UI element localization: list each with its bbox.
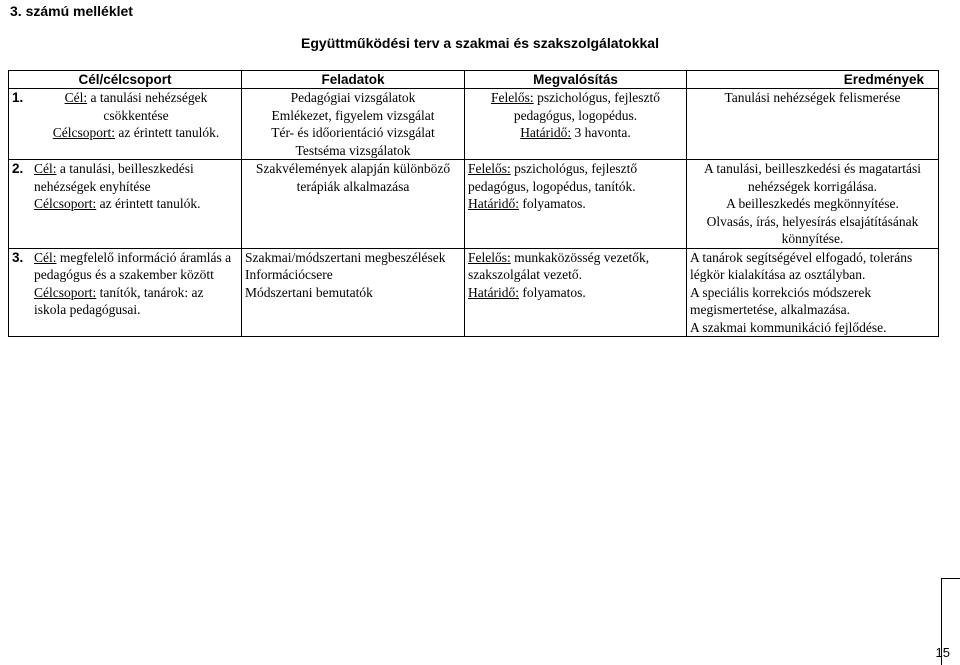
responsible-label: Felelős: (468, 249, 511, 265)
deadline-label: Határidő: (468, 284, 519, 300)
implementation-cell (465, 248, 687, 337)
tasks-cell (242, 248, 465, 337)
result-item: A tanárok segítségével elfogadó, toleráns légkör kialakítása az osztályban. (690, 249, 913, 282)
table-row (9, 160, 939, 249)
implementation-cell (465, 89, 687, 160)
responsible-text: pszichológus, fejlesztő pedagógus, logopédus, tanítók. (468, 161, 638, 194)
responsible-label: Felelős: (468, 161, 511, 176)
document-title: Együttműködési terv a szakmai és szakszolgálatokkal (301, 35, 659, 51)
table-row (9, 89, 939, 160)
result-item: A szakmai kommunikáció fejlődése. (690, 319, 887, 335)
tasks-cell (242, 89, 465, 160)
header-goal: Cél/célcsoport (9, 71, 242, 89)
result-item: Olvasás, írás, helyesírás elsajátításának könnyítése. (706, 213, 919, 246)
target-group-label: Célcsoport: (34, 284, 97, 300)
target-group-text: az érintett tanulók. (96, 196, 201, 211)
result-item: A speciális korrekciós módszerek megismertetése, alkalmazása. (690, 284, 872, 317)
annex-title: 3. számú melléklet (10, 3, 133, 19)
deadline-text: folyamatos. (518, 284, 586, 300)
responsible-text: pszichológus, fejlesztő pedagógus, logopédus. (513, 90, 661, 123)
task-item: Információcsere (245, 267, 333, 282)
results-cell (687, 248, 939, 337)
target-group-label: Célcsoport: (52, 125, 116, 140)
target-group-text: az érintett tanulók. (115, 125, 220, 140)
task-item: Testséma vizsgálatok (295, 142, 411, 158)
deadline-text: 3 havonta. (571, 125, 631, 140)
header-results: Eredmények (687, 71, 939, 89)
task-item: Szakmai/módszertani megbeszélések (245, 249, 446, 265)
goal-label: Cél: (64, 90, 88, 105)
goal-cell (9, 248, 242, 337)
tasks-cell (242, 160, 465, 249)
responsible-text: munkaközösség vezetők, szakszolgálat vezető. (468, 249, 650, 282)
target-group-label: Célcsoport: (34, 196, 97, 211)
task-item: Emlékezet, figyelem vizsgálat (271, 107, 435, 123)
page-number: 15 (935, 645, 950, 660)
responsible-label: Felelős: (490, 90, 534, 105)
result-item: A tanulási, beilleszkedési és magatartási nehézségek korrigálása. (703, 161, 922, 194)
implementation-cell (465, 160, 687, 249)
row-number: 3. (12, 249, 24, 265)
results-cell (687, 160, 939, 249)
row-number: 1. (12, 90, 24, 105)
goal-cell (9, 89, 242, 160)
goal-label: Cél: (34, 161, 57, 176)
goal-text: a tanulási nehézségek csökkentése (87, 90, 208, 123)
table-header-row (9, 71, 939, 89)
task-item: Pedagógiai vizsgálatok (290, 90, 416, 105)
result-item: Tanulási nehézségek felismerése (724, 90, 901, 105)
results-cell (687, 89, 939, 160)
header-tasks: Feladatok (242, 71, 465, 89)
task-item: Módszertani bemutatók (245, 284, 373, 300)
cooperation-plan-table (8, 70, 939, 337)
row-number: 2. (12, 161, 24, 176)
goal-text: a tanulási, beilleszkedési nehézségek enyhítése (34, 161, 194, 194)
goal-cell (9, 160, 242, 249)
goal-text: megfelelő információ áramlás a pedagógus és a szakember között (34, 249, 232, 282)
task-item: Szakvélemények alapján különböző terápiák alkalmazása (255, 161, 451, 194)
table-row (9, 248, 939, 337)
deadline-label: Határidő: (520, 125, 572, 140)
deadline-text: folyamatos. (518, 196, 586, 211)
header-implementation: Megvalósítás (465, 71, 687, 89)
deadline-label: Határidő: (468, 196, 519, 211)
goal-label: Cél: (34, 249, 57, 265)
task-item: Tér- és időorientáció vizsgálat (271, 125, 435, 140)
result-item: A beilleszkedés megkönnyítése. (726, 196, 899, 211)
target-group-text: tanítók, tanárok: az iskola pedagógusai. (34, 284, 204, 317)
